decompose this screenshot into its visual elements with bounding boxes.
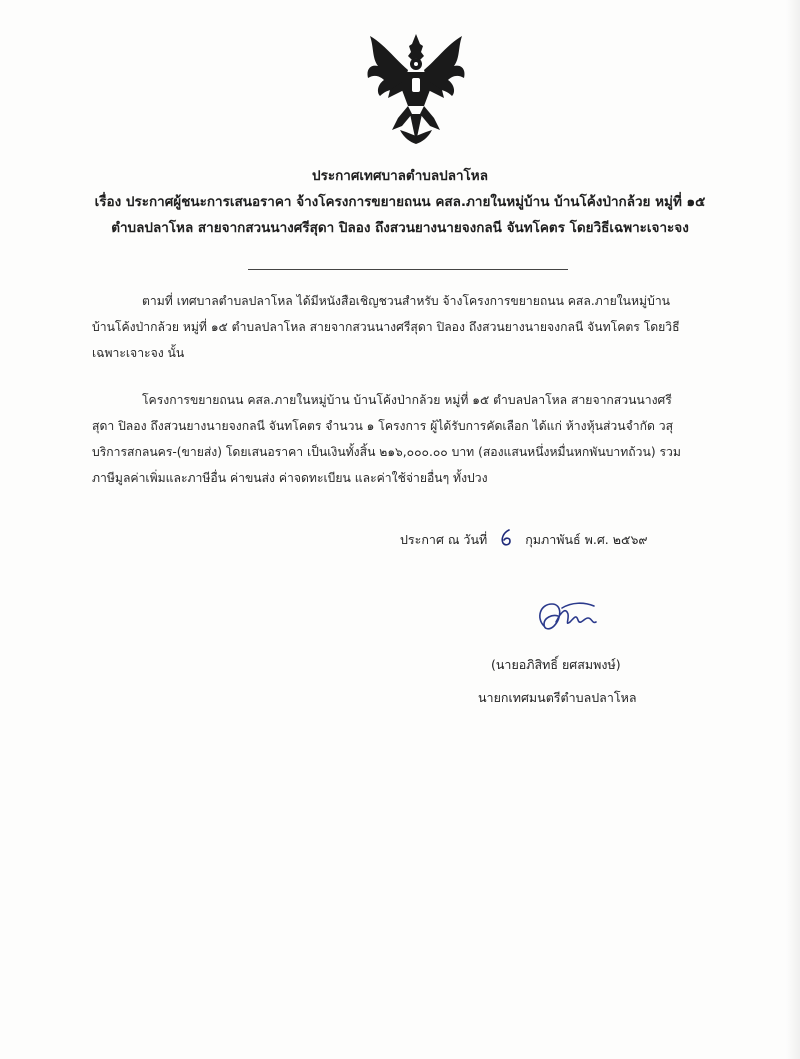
agency-heading: ประกาศเทศบาลตำบลปลาโหล xyxy=(312,168,488,184)
subject-line-1: เรื่อง ประกาศผู้ชนะการเสนอราคา จ้างโครงการขยายถนน คสล.ภายในหมู่บ้าน บ้านโค้งป่ากล้วย หมู่ที่ ๑๕ xyxy=(94,194,706,210)
signatory-position: นายกเทศมนตรีตำบลปลาโหล xyxy=(478,690,637,705)
heading-divider xyxy=(248,269,568,270)
garuda-emblem-icon xyxy=(362,30,470,148)
handwritten-day-icon xyxy=(495,527,517,549)
announcement-prefix: ประกาศ ณ วันที่ xyxy=(400,532,488,547)
announcement-date xyxy=(400,527,648,550)
signature-icon xyxy=(532,596,606,642)
paragraph2-line-4: ภาษีมูลค่าเพิ่มและภาษีอื่น ค่าขนส่ง ค่าจดทะเบียน และค่าใช้จ่ายอื่นๆ ทั้งปวง xyxy=(92,471,488,485)
paragraph2-line-2: สุดา ปิลอง ถึงสวนยางนายจงกลนี จันทโคตร จำนวน ๑ โครงการ ผู้ได้รับการคัดเลือก ได้แก่ ห้างหุ้นส่วนจำกัด วสุ xyxy=(92,419,674,433)
page-edge-shadow xyxy=(786,0,800,1059)
paragraph2-line-3: บริการสกลนคร-(ขายส่ง) โดยเสนอราคา เป็นเงินทั้งสิ้น ๒๑๖,๐๐๐.๐๐ บาท (สองแสนหนึ่งหมื่นหกพันบาทถ้วน) รวม xyxy=(92,445,681,459)
subject-line-2: ตำบลปลาโหล สายจากสวนนางศรีสุดา ปิลอง ถึงสวนยางนายจงกลนี จันทโคตร โดยวิธีเฉพาะเจาะจง xyxy=(111,220,689,236)
paragraph2-line-1: โครงการขยายถนน คสล.ภายในหมู่บ้าน บ้านโค้งป่ากล้วย หมู่ที่ ๑๕ ตำบลปลาโหล สายจากสวนนางศรี xyxy=(142,393,672,407)
paragraph1-line-1: ตามที่ เทศบาลตำบลปลาโหล ได้มีหนังสือเชิญชวนสำหรับ จ้างโครงการขยายถนน คสล.ภายในหมู่บ้าน xyxy=(142,294,670,308)
paragraph1-line-3: เฉพาะเจาะจง นั้น xyxy=(92,346,185,360)
signatory-name: (นายอภิสิทธิ์ ยศสมพงษ์) xyxy=(491,657,621,672)
paragraph1-line-2: บ้านโค้งป่ากล้วย หมู่ที่ ๑๕ ตำบลปลาโหล สายจากสวนนางศรีสุดา ปิลอง ถึงสวนยางนายจงกลนี จันทโคตร โดยวิธี xyxy=(92,320,680,334)
announcement-month-year: กุมภาพันธ์ พ.ศ. ๒๕๖๙ xyxy=(525,532,648,547)
announcement-day xyxy=(491,527,521,549)
